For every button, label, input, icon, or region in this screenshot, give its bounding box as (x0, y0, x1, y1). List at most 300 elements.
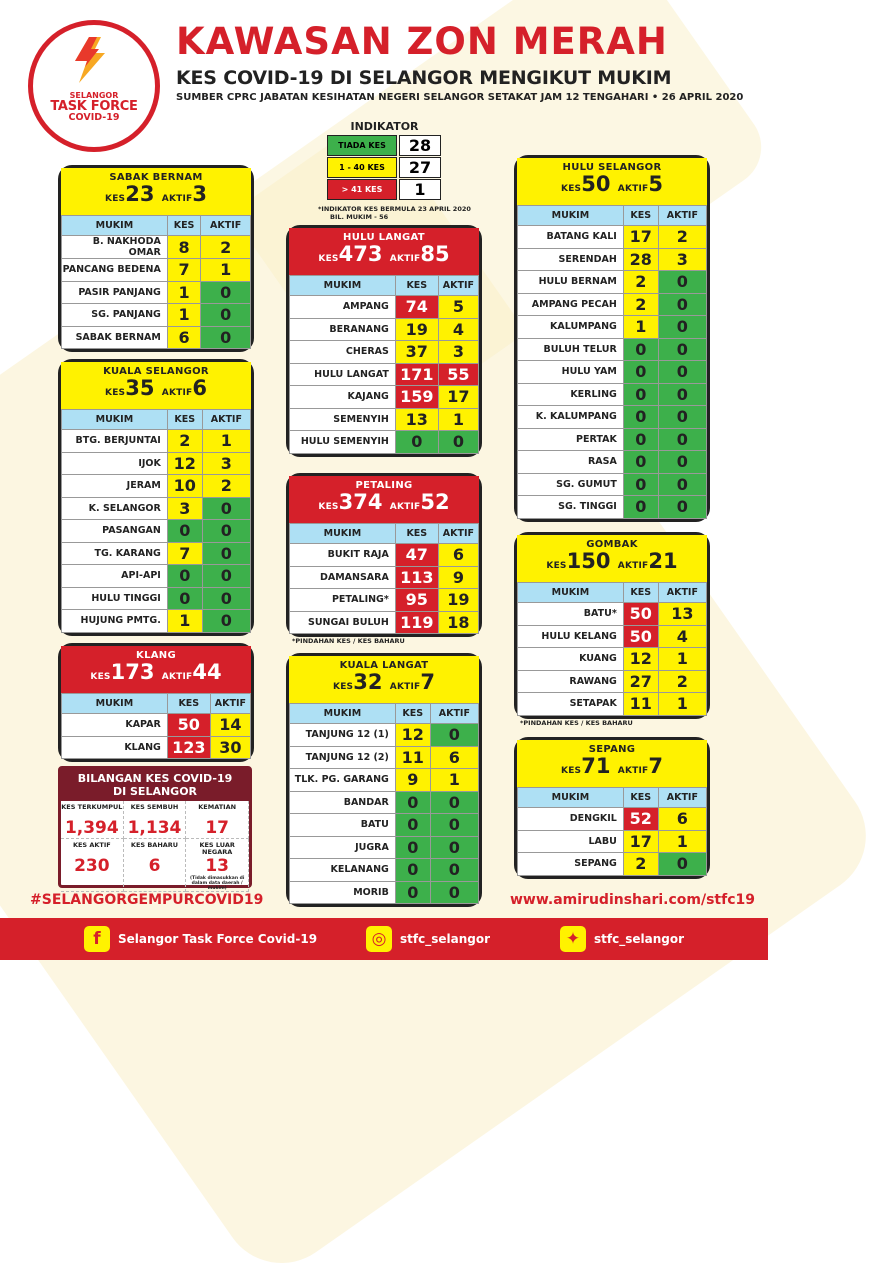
indikator-value: 28 (399, 135, 441, 156)
aktif-label: AKTIF (617, 184, 649, 194)
mukim-kes: 6 (167, 326, 200, 349)
table-header-row (290, 524, 479, 544)
mukim-table (517, 205, 707, 519)
table-row (518, 648, 707, 671)
table-header-row (518, 788, 707, 808)
col-aktif: AKTIF (430, 704, 478, 724)
hashtag[interactable]: #SELANGORGEMPURCOVID19 (30, 892, 264, 908)
table-row (62, 520, 251, 543)
district-aktif: 52 (420, 490, 450, 514)
table-row (290, 566, 479, 589)
total-value: 13 (205, 856, 229, 876)
mukim-kes: 119 (395, 611, 438, 634)
total-cell (186, 801, 249, 839)
district-stats (289, 491, 479, 518)
col-kes: KES (395, 524, 438, 544)
aktif-label: AKTIF (389, 254, 421, 264)
mukim-aktif: 55 (438, 363, 478, 386)
mukim-aktif: 0 (658, 473, 706, 496)
district-stats (517, 755, 707, 782)
mukim-aktif: 0 (658, 451, 706, 474)
mukim-kes: 12 (623, 648, 658, 671)
col-mukim: MUKIM (290, 276, 396, 296)
district-header (61, 646, 251, 693)
mukim-table (289, 703, 479, 904)
mukim-kes: 50 (167, 714, 210, 737)
district-aktif: 21 (648, 549, 678, 573)
mukim-name: K. KALUMPANG (518, 406, 624, 429)
indikator-note: *INDIKATOR KES BERMULA 23 APRIL 2020 (318, 205, 471, 213)
table-row (290, 589, 479, 612)
col-aktif: AKTIF (201, 216, 251, 236)
district-header (61, 168, 251, 215)
mukim-aktif: 0 (202, 520, 250, 543)
table-row (518, 808, 707, 831)
mukim-kes: 0 (623, 338, 658, 361)
mukim-kes: 1 (623, 316, 658, 339)
mukim-name: HULU BERNAM (518, 271, 624, 294)
district-stats (289, 243, 479, 270)
district-stats (61, 661, 251, 688)
col-mukim: MUKIM (290, 524, 396, 544)
mukim-aktif: 5 (438, 296, 478, 319)
col-kes: KES (623, 206, 658, 226)
table-row (62, 587, 251, 610)
mukim-aktif: 0 (202, 610, 250, 633)
mukim-kes: 11 (623, 693, 658, 716)
mukim-aktif: 6 (438, 544, 478, 567)
mukim-name: AMPANG PECAH (518, 293, 624, 316)
district-stats (61, 377, 251, 404)
total-label: KES BAHARU (130, 841, 179, 849)
lightning-bolt-icon (65, 35, 123, 85)
totals-title: BILANGAN KES COVID-19 (77, 772, 233, 785)
district-card-kuala-selangor (58, 359, 254, 636)
mukim-name: KAPAR (62, 714, 168, 737)
district-name: GOMBAK (586, 539, 638, 550)
district-header (517, 158, 707, 205)
mukim-kes: 123 (167, 736, 210, 759)
indikator-value: 27 (399, 157, 441, 178)
instagram-icon: ◎ (366, 926, 392, 952)
mukim-aktif: 18 (438, 611, 478, 634)
mukim-name: BUKIT RAJA (290, 544, 396, 567)
mukim-aktif: 3 (202, 452, 250, 475)
mukim-name: SERENDAH (518, 248, 624, 271)
mukim-aktif: 6 (658, 808, 706, 831)
mukim-aktif: 4 (438, 318, 478, 341)
gombak-note: *PINDAHAN KES / KES BAHARU (520, 719, 633, 727)
aktif-label: AKTIF (161, 388, 193, 398)
source-note: SUMBER CPRC JABATAN KESIHATAN NEGERI SELANGOR SETAKAT JAM 12 TENGAHARI • 26 APRIL 2020 (176, 92, 744, 103)
mukim-kes: 37 (395, 341, 438, 364)
website-link[interactable]: www.amirudinshari.com/stfc19 (510, 892, 755, 908)
district-stats (517, 173, 707, 200)
mukim-kes: 2 (167, 430, 202, 453)
mukim-name: PASIR PANJANG (62, 281, 168, 304)
mukim-name: BATANG KALI (518, 226, 624, 249)
total-value: 17 (205, 818, 229, 838)
mukim-aktif: 0 (430, 836, 478, 859)
mukim-aktif: 0 (658, 361, 706, 384)
mukim-name: BATU* (518, 603, 624, 626)
stfc-logo (28, 20, 160, 152)
district-kes: 173 (110, 660, 155, 684)
district-name: HULU SELANGOR (562, 162, 662, 173)
table-row (518, 248, 707, 271)
mukim-aktif: 0 (658, 293, 706, 316)
mukim-kes: 47 (395, 544, 438, 567)
table-row (62, 497, 251, 520)
mukim-kes: 171 (395, 363, 438, 386)
mukim-kes: 1 (167, 281, 200, 304)
district-card-sepang (514, 737, 710, 879)
mukim-kes: 11 (395, 746, 430, 769)
mukim-name: KERLING (518, 383, 624, 406)
mukim-kes: 10 (167, 475, 202, 498)
table-row (62, 610, 251, 633)
district-header (289, 656, 479, 703)
total-value: 1,134 (127, 818, 182, 838)
mukim-table (517, 582, 707, 716)
district-aktif: 7 (648, 754, 663, 778)
table-header-row (518, 206, 707, 226)
col-mukim: MUKIM (62, 694, 168, 714)
mukim-aktif: 17 (438, 386, 478, 409)
mukim-aktif: 13 (658, 603, 706, 626)
mukim-kes: 17 (623, 226, 658, 249)
total-footnote: (Tidak dimasukkan di dalam data daerah / mukim) (189, 876, 245, 891)
mukim-kes: 28 (623, 248, 658, 271)
mukim-name: SG. TINGGI (518, 496, 624, 519)
district-card-sabak-bernam (58, 165, 254, 352)
mukim-aktif: 1 (201, 259, 251, 282)
mukim-kes: 7 (167, 259, 200, 282)
table-row (62, 565, 251, 588)
table-row (518, 316, 707, 339)
mukim-name: SABAK BERNAM (62, 326, 168, 349)
mukim-aktif: 6 (430, 746, 478, 769)
mukim-name: BANDAR (290, 791, 396, 814)
mukim-name: LABU (518, 830, 624, 853)
mukim-name: JERAM (62, 475, 168, 498)
mukim-name: JUGRA (290, 836, 396, 859)
mukim-kes: 0 (623, 473, 658, 496)
table-row (518, 338, 707, 361)
district-stats (289, 671, 479, 698)
table-row (518, 428, 707, 451)
mukim-name: DENGKIL (518, 808, 624, 831)
mukim-name: RAWANG (518, 670, 624, 693)
aktif-label: AKTIF (389, 502, 421, 512)
kes-label: KES (561, 766, 582, 776)
col-aktif: AKTIF (438, 524, 478, 544)
col-aktif: AKTIF (658, 583, 706, 603)
indikator-label: > 41 KES (327, 179, 397, 200)
col-kes: KES (167, 216, 200, 236)
district-aktif: 3 (192, 182, 207, 206)
mukim-table (61, 693, 251, 759)
aktif-label: AKTIF (617, 561, 649, 571)
table-row (62, 736, 251, 759)
indikator-row-red (327, 179, 442, 200)
mukim-aktif: 0 (658, 316, 706, 339)
mukim-name: HULU YAM (518, 361, 624, 384)
mukim-aktif: 0 (201, 304, 251, 327)
mukim-name: SG. PANJANG (62, 304, 168, 327)
mukim-kes: 7 (167, 542, 202, 565)
district-stats (61, 183, 251, 210)
mukim-kes: 0 (395, 881, 430, 904)
total-value: 230 (74, 856, 110, 876)
mukim-kes: 0 (395, 431, 438, 454)
district-aktif: 6 (192, 376, 207, 400)
mukim-table (61, 409, 251, 633)
district-kes: 473 (338, 242, 383, 266)
district-name: KUALA SELANGOR (103, 366, 209, 377)
aktif-label: AKTIF (617, 766, 649, 776)
district-header (61, 362, 251, 409)
col-aktif: AKTIF (202, 410, 250, 430)
col-kes: KES (395, 276, 438, 296)
mukim-name: BERANANG (290, 318, 396, 341)
table-row (62, 452, 251, 475)
mukim-name: API-API (62, 565, 168, 588)
district-kes: 35 (125, 376, 155, 400)
total-value: 1,394 (64, 818, 119, 838)
mukim-name: SEPANG (518, 853, 624, 876)
table-header-row (518, 583, 707, 603)
district-kes: 71 (581, 754, 611, 778)
totals-panel (58, 766, 252, 891)
kes-label: KES (105, 194, 126, 204)
facebook-link[interactable] (84, 926, 317, 952)
mukim-kes: 52 (623, 808, 658, 831)
indikator-row-green (327, 135, 442, 156)
col-aktif: AKTIF (658, 206, 706, 226)
mukim-kes: 0 (623, 428, 658, 451)
table-row (290, 296, 479, 319)
mukim-kes: 159 (395, 386, 438, 409)
twitter-icon: ✦ (560, 926, 586, 952)
table-row (62, 430, 251, 453)
logo-line3: COVID-19 (68, 112, 120, 123)
col-kes: KES (167, 694, 210, 714)
district-name: HULU LANGAT (343, 232, 425, 243)
indikator-row-yellow (327, 157, 442, 178)
table-row (290, 318, 479, 341)
district-card-hulu-langat (286, 225, 482, 457)
kes-label: KES (318, 502, 339, 512)
table-row (62, 475, 251, 498)
mukim-kes: 0 (623, 496, 658, 519)
aktif-label: AKTIF (389, 682, 421, 692)
totals-header (61, 769, 249, 801)
mukim-aktif: 9 (438, 566, 478, 589)
mukim-aktif: 0 (658, 271, 706, 294)
indikator-legend (327, 120, 442, 201)
total-label: KES LUAR NEGARA (199, 841, 235, 856)
mukim-aktif: 2 (658, 226, 706, 249)
total-cell (61, 839, 124, 892)
district-header (289, 228, 479, 275)
total-label: KEMATIAN (198, 803, 237, 811)
instagram-link[interactable] (366, 926, 490, 952)
mukim-kes: 50 (623, 625, 658, 648)
mukim-name: HULU KELANG (518, 625, 624, 648)
mukim-name: TLK. PG. GARANG (290, 769, 396, 792)
page-subtitle: KES COVID-19 DI SELANGOR MENGIKUT MUKIM (176, 67, 672, 89)
mukim-aktif: 2 (658, 670, 706, 693)
total-label: KES AKTIF (72, 841, 111, 849)
district-aktif: 7 (420, 670, 435, 694)
mukim-aktif: 0 (201, 281, 251, 304)
col-kes: KES (395, 704, 430, 724)
district-kes: 50 (581, 172, 611, 196)
table-row (290, 746, 479, 769)
table-row (290, 791, 479, 814)
mukim-aktif: 4 (658, 625, 706, 648)
aktif-label: AKTIF (161, 672, 193, 682)
table-header-row (62, 216, 251, 236)
table-row (62, 326, 251, 349)
table-row (62, 304, 251, 327)
petaling-note: *PINDAHAN KES / KES BAHARU (292, 637, 405, 645)
table-header-row (62, 410, 251, 430)
table-row (62, 236, 251, 259)
mukim-name: PERTAK (518, 428, 624, 451)
mukim-table (289, 523, 479, 634)
mukim-aktif: 1 (658, 830, 706, 853)
table-row (290, 544, 479, 567)
mukim-name: TANJUNG 12 (2) (290, 746, 396, 769)
mukim-name: BULUH TELUR (518, 338, 624, 361)
district-aktif: 44 (192, 660, 222, 684)
district-kes: 23 (125, 182, 155, 206)
total-label: KES TERKUMPUL (61, 803, 123, 811)
indikator-title: INDIKATOR (350, 120, 419, 133)
mukim-name: SEMENYIH (290, 408, 396, 431)
mukim-table (517, 787, 707, 876)
mukim-aktif: 0 (658, 406, 706, 429)
mukim-aktif: 0 (430, 791, 478, 814)
district-card-kuala-langat (286, 653, 482, 907)
page-title: KAWASAN ZON MERAH (176, 20, 668, 63)
district-kes: 150 (566, 549, 611, 573)
kes-label: KES (318, 254, 339, 264)
table-row (290, 881, 479, 904)
table-row (290, 769, 479, 792)
kes-label: KES (333, 682, 354, 692)
col-mukim: MUKIM (62, 410, 168, 430)
table-row (62, 542, 251, 565)
col-mukim: MUKIM (518, 583, 624, 603)
indikator-label: TIADA KES (327, 135, 397, 156)
mukim-aktif: 0 (202, 565, 250, 588)
mukim-kes: 0 (395, 859, 430, 882)
mukim-kes: 27 (623, 670, 658, 693)
total-cell (124, 801, 187, 839)
mukim-kes: 17 (623, 830, 658, 853)
kes-label: KES (105, 388, 126, 398)
mukim-kes: 2 (623, 853, 658, 876)
mukim-kes: 0 (623, 406, 658, 429)
mukim-aktif: 0 (430, 859, 478, 882)
mukim-aktif: 19 (438, 589, 478, 612)
district-card-gombak (514, 532, 710, 719)
mukim-kes: 74 (395, 296, 438, 319)
totals-title2: DI SELANGOR (112, 785, 198, 798)
total-label: KES SEMBUH (130, 803, 179, 811)
mukim-name: HULU SEMENYIH (290, 431, 396, 454)
twitter-link[interactable] (560, 926, 684, 952)
col-kes: KES (623, 583, 658, 603)
mukim-aktif: 1 (430, 769, 478, 792)
mukim-table (289, 275, 479, 454)
mukim-kes: 0 (167, 565, 202, 588)
col-mukim: MUKIM (518, 788, 624, 808)
table-header-row (290, 704, 479, 724)
mukim-name: BTG. BERJUNTAI (62, 430, 168, 453)
mukim-kes: 13 (395, 408, 438, 431)
mukim-kes: 3 (167, 497, 202, 520)
mukim-aktif: 0 (658, 496, 706, 519)
mukim-name: TG. KARANG (62, 542, 168, 565)
mukim-aktif: 0 (658, 338, 706, 361)
facebook-icon: f (84, 926, 110, 952)
col-aktif: AKTIF (438, 276, 478, 296)
aktif-label: AKTIF (161, 194, 193, 204)
table-row (290, 814, 479, 837)
table-row (290, 859, 479, 882)
mukim-aktif: 30 (210, 736, 250, 759)
mukim-kes: 12 (395, 724, 430, 747)
district-name: KLANG (136, 650, 176, 661)
instagram-label: stfc_selangor (400, 932, 490, 946)
table-row (62, 259, 251, 282)
table-row (290, 363, 479, 386)
mukim-name: IJOK (62, 452, 168, 475)
district-name: SABAK BERNAM (109, 172, 203, 183)
mukim-kes: 1 (167, 304, 200, 327)
total-value: 6 (148, 856, 161, 876)
mukim-kes: 9 (395, 769, 430, 792)
col-aktif: AKTIF (210, 694, 250, 714)
mukim-name: SETAPAK (518, 693, 624, 716)
col-mukim: MUKIM (290, 704, 396, 724)
mukim-kes: 2 (623, 293, 658, 316)
mukim-kes: 0 (395, 836, 430, 859)
mukim-name: KUANG (518, 648, 624, 671)
mukim-kes: 0 (623, 383, 658, 406)
logo-line1: SELANGOR (69, 91, 119, 100)
col-mukim: MUKIM (518, 206, 624, 226)
mukim-name: PANCANG BEDENA (62, 259, 168, 282)
mukim-kes: 0 (395, 791, 430, 814)
mukim-kes: 0 (167, 520, 202, 543)
table-row (290, 386, 479, 409)
district-aktif: 5 (648, 172, 663, 196)
mukim-table (61, 215, 251, 349)
table-row (518, 406, 707, 429)
table-row (518, 625, 707, 648)
facebook-label: Selangor Task Force Covid-19 (118, 932, 318, 946)
mukim-aktif: 1 (438, 408, 478, 431)
district-header (289, 476, 479, 523)
mukim-kes: 19 (395, 318, 438, 341)
table-row (518, 693, 707, 716)
mukim-name: CHERAS (290, 341, 396, 364)
